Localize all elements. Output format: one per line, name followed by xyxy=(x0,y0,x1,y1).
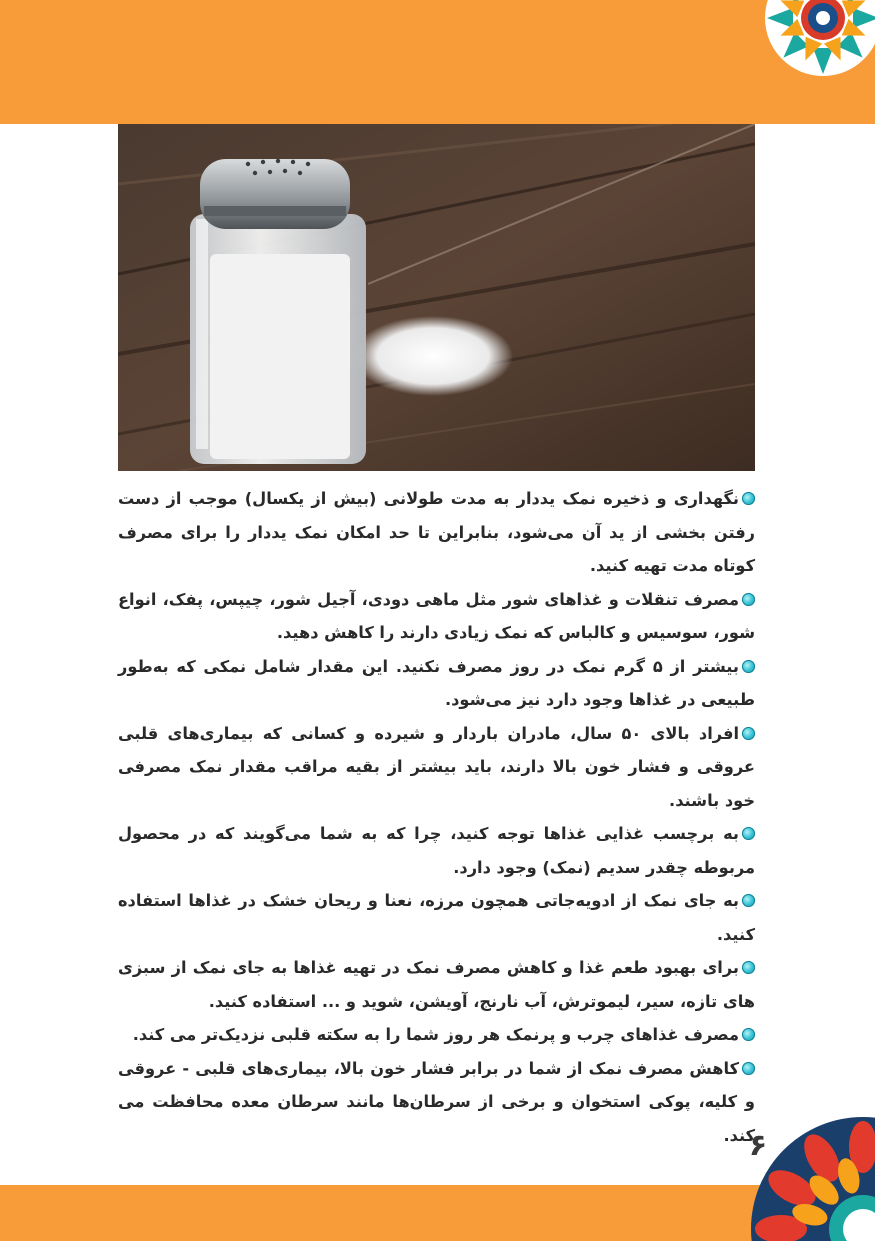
tip-text: مصرف غذاهای چرب و پرنمک هر روز شما را به سکته قلبی نزدیک‌تر می کند. xyxy=(132,1025,739,1044)
tip-paragraph xyxy=(118,951,755,1018)
tip-text: به جای نمک از ادویه‌جاتی همچون مرزه، نعنا و ریحان خشک در غذاها استفاده کنید. xyxy=(118,891,755,944)
corner-ornament-top xyxy=(735,0,875,118)
bullet-icon xyxy=(742,894,755,907)
bullet-icon xyxy=(742,492,755,505)
tip-text: کاهش مصرف نمک از شما در برابر فشار خون بالا، بیماری‌های قلبی - عروقی و کلیه، پوکی استخوان و برخی از سرطان‌ها مانند سرطان معده محافظت می کند. xyxy=(118,1058,755,1145)
salt-shaker-photo xyxy=(118,124,755,471)
tip-paragraph xyxy=(118,1052,755,1153)
page-number: ۶ xyxy=(748,1128,768,1163)
tip-text: به برچسب غذایی غذاها توجه کنید، چرا که به شما می‌گویند که در محصول مربوطه چقدر سدیم (نمک) وجود دارد. xyxy=(118,824,755,877)
bullet-icon xyxy=(742,961,755,974)
bullet-icon xyxy=(742,727,755,740)
bullet-icon xyxy=(742,1062,755,1075)
footer-band xyxy=(0,1185,875,1241)
tip-text: مصرف تنقلات و غذاهای شور مثل ماهی دودی، آجیل شور، چیپس، پفک، انواع شور، سوسیس و کالباس که نمک زیادی دارند را کاهش دهید. xyxy=(118,589,755,642)
bullet-icon xyxy=(742,660,755,673)
tip-paragraph xyxy=(118,1018,755,1052)
tip-text: نگهداری و ذخیره نمک یددار به مدت طولانی (بیش از یکسال) موجب از دست رفتن بخشی از ید آن می‌شود، بنابراین تا حد امکان نمک یددار را برای مصرف کوتاه مدت تهیه کنید. xyxy=(118,489,755,575)
bullet-icon xyxy=(742,593,755,606)
tip-text: بیشتر از ۵ گرم نمک در روز مصرف نکنید. این مقدار شامل نمکی که به‌طور طبیعی در غذاها وجود دارد نیز می‌شود. xyxy=(118,656,755,709)
tip-text: افراد بالای ۵۰ سال، مادران باردار و شیرده و کسانی که بیماری‌های قلبی عروقی و فشار خون بالا دارند، باید بیشتر از بقیه مراقب مقدار نمک مصرفی خود باشند. xyxy=(118,723,755,810)
tip-paragraph xyxy=(118,583,755,650)
bullet-icon xyxy=(742,1028,755,1041)
tip-paragraph xyxy=(118,482,755,583)
tip-text: برای بهبود طعم غذا و کاهش مصرف نمک در تهیه غذاها به جای نمک از سبزی های تازه، سیر، لیموترش، آب نارنج، آویشن، شوید و ... استفاده کنید. xyxy=(118,958,755,1011)
tip-paragraph xyxy=(118,884,755,951)
tip-paragraph xyxy=(118,817,755,884)
tips-text xyxy=(118,482,755,1152)
tip-paragraph xyxy=(118,650,755,717)
corner-ornament-bottom xyxy=(745,1111,875,1241)
bullet-icon xyxy=(742,827,755,840)
tip-paragraph xyxy=(118,717,755,818)
